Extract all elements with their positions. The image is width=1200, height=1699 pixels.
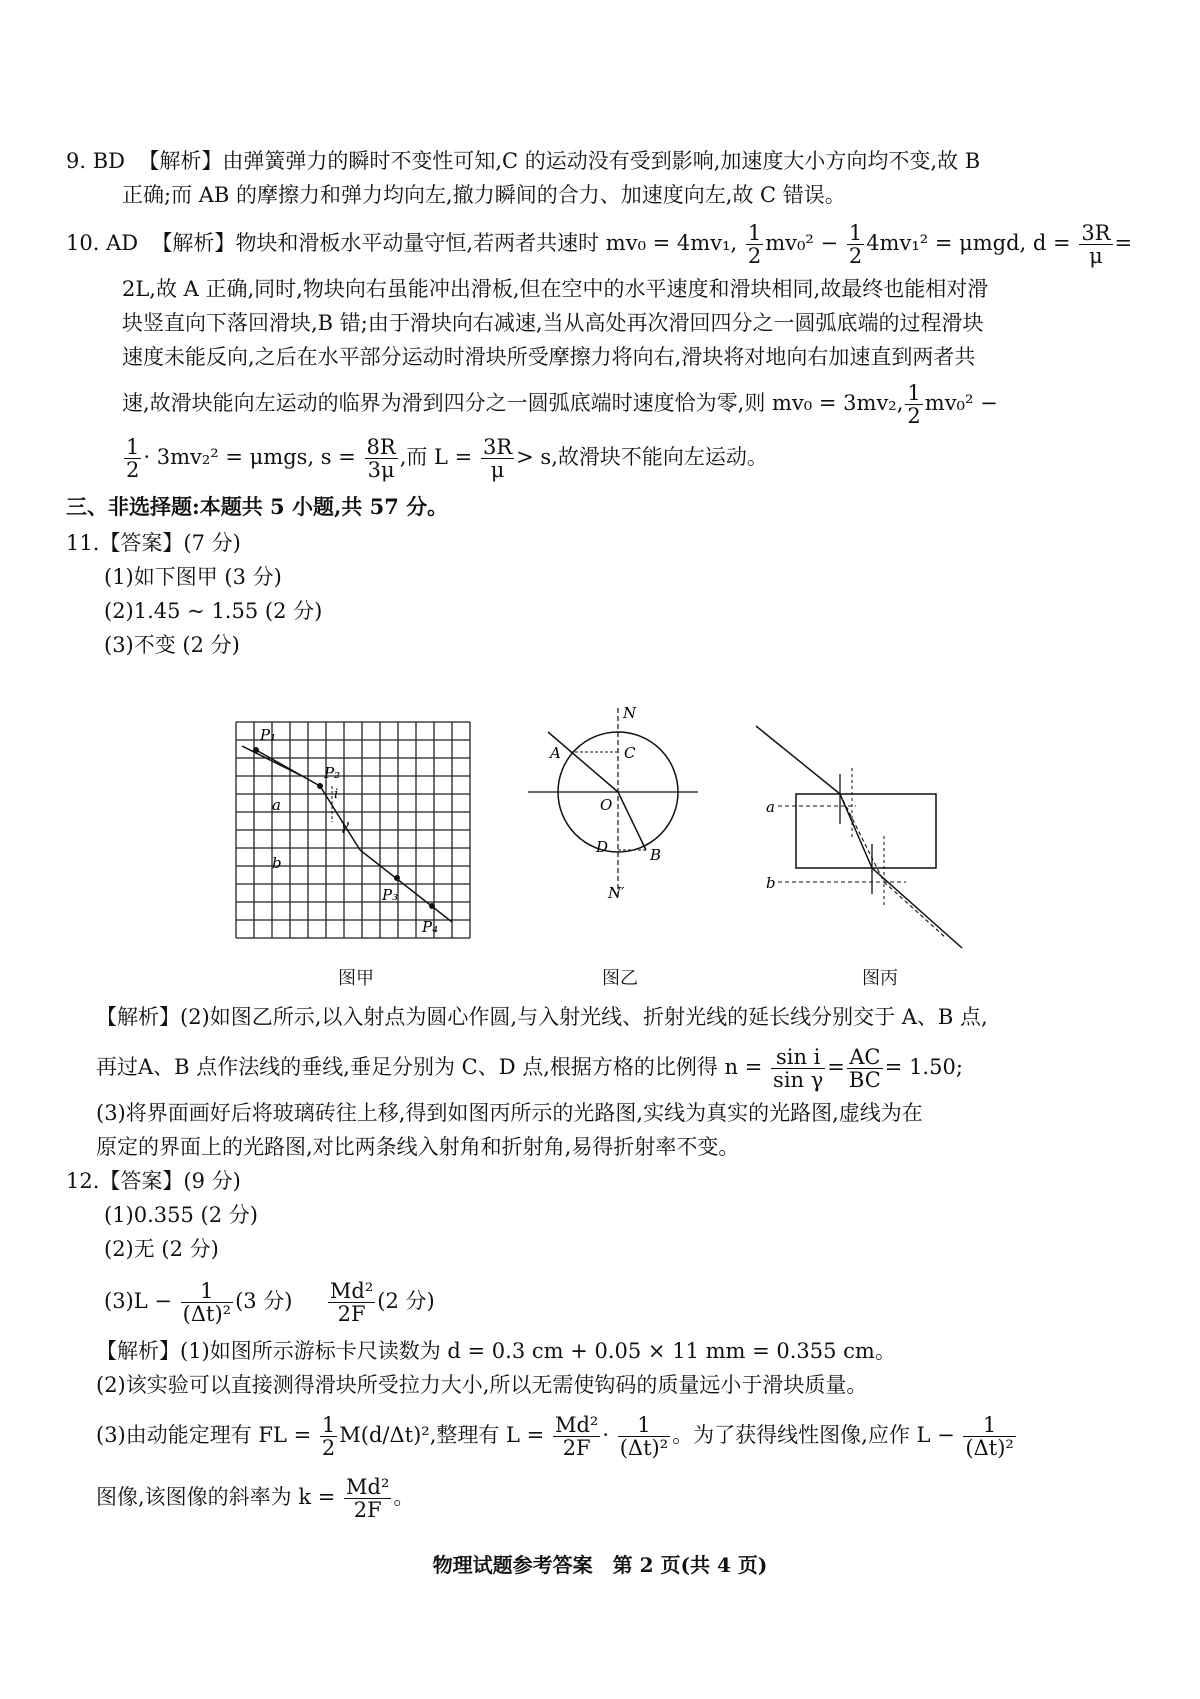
label-gamma: γ: [340, 816, 349, 834]
label-O: O: [600, 796, 613, 814]
3R-over-mu-fraction: $\frac{3R}{\mu}$: [1081, 221, 1111, 268]
figure-yi-circle: [528, 700, 708, 910]
half-fraction-5: $\frac{1}{2}$: [321, 1413, 336, 1460]
q12-solution-3: (3)由动能定理有 FL = $\frac{1}{2}$ M(d/Δt)²,整理有 L = $\frac{\text{Md²}}{2F}$ · $\frac{1}{\text{(Δt)²}}$ 。为了获得线性图像,应作 L − $\frac{1}{\text{(Δt)²}}$: [96, 1413, 1014, 1460]
q10-line-5: 速,故滑块能向左运动的临界为滑到四分之一圆弧底端时速度恰为零,则 mv₀ = 3mv₂, $\frac{1}{2}$ mv₀² −: [122, 381, 998, 428]
q9-line-1: [66, 144, 980, 178]
one-over-dt2-fraction-3: $\frac{1}{\text{(Δt)²}}$: [965, 1413, 1014, 1460]
half-fraction-3: $\frac{1}{2}$: [907, 381, 921, 428]
half-fraction-4: $\frac{1}{2}$: [126, 435, 140, 482]
Md2-over-2F-fraction-3: $\frac{\text{Md²}}{2F}$: [346, 1475, 390, 1522]
label-P2: P₂: [324, 764, 341, 782]
label-D: D: [596, 838, 609, 856]
q10-line-3: 块竖直向下落回滑块,B 错;由于滑块向右减速,当从高处再次滑回四分之一圆弧底端的过程滑块: [122, 311, 984, 335]
page-footer: 物理试题参考答案 第 2 页(共 4 页): [432, 1553, 768, 1577]
q12-solution-4: 图像,该图像的斜率为 k = $\frac{\text{Md²}}{2F}$ 。: [96, 1475, 415, 1522]
q12-answer-1: (1)0.355 (2 分): [104, 1203, 258, 1227]
caption-bing: 图丙: [862, 968, 898, 989]
q10-number: 10. AD: [66, 231, 139, 255]
label-C: C: [624, 744, 636, 762]
q11-solution-1: 【解析】(2)如图乙所示,以入射点为圆心作圆,与入射光线、折射光线的延长线分别交于 A、B 点,: [96, 1005, 988, 1029]
q12-solution-2: (2)该实验可以直接测得滑块所受拉力大小,所以无需使钩码的质量远小于滑块质量。: [96, 1373, 868, 1397]
q11-solution-4: 原定的界面上的光路图,对比两条线入射角和折射角,易得折射率不变。: [96, 1135, 740, 1159]
q10-line-1: [66, 222, 1132, 267]
8R-over-3mu-fraction: $\frac{8R}{3\mu}$: [366, 435, 396, 482]
q11-solution-3: (3)将界面画好后将玻璃砖往上移,得到如图丙所示的光路图,实线为真实的光路图,虚线为在: [96, 1101, 923, 1125]
q9-number: 9. BD: [66, 149, 125, 173]
q10-line-4: 速度未能反向,之后在水平部分运动时滑块所受摩擦力将向右,滑块将对地向右加速直到两者共: [122, 345, 976, 369]
one-over-dt2-fraction: $\frac{1}{\text{(Δt)²}}$: [182, 1279, 232, 1326]
Md2-over-2F-fraction: $\frac{\text{Md²}}{2F}$: [329, 1279, 374, 1326]
q11-answer-3: (3)不变 (2 分): [104, 633, 240, 657]
half-fraction-2: $\frac{1}{2}$: [848, 221, 863, 268]
label-b-1: b: [272, 854, 282, 872]
q10-line-6: $\frac{1}{2}$ · 3mv₂² = μmgs, s = $\frac{8R}{3\mu}$ ,而 L = $\frac{3R}{\mu}$ > s,故滑块不能向左运动。: [126, 435, 768, 482]
label-i: i: [334, 787, 339, 802]
q10-text-1d: =: [1114, 231, 1133, 255]
q10-line-2: 2L,故 A 正确,同时,物块向右虽能冲出滑板,但在空中的水平速度和滑块相同,故最终也能相对滑: [122, 277, 989, 301]
q9-tag: 【解析】: [138, 149, 223, 173]
q11-answer-2: (2)1.45 ~ 1.55 (2 分): [104, 599, 323, 623]
q10-text-1c: 4mv₁² = μmgd, d =: [866, 231, 1071, 255]
q12-answer-3: (3)L − $\frac{1}{\text{(Δt)²}}$ (3 分) $\frac{\text{Md²}}{2F}$ (2 分): [104, 1279, 435, 1326]
label-P3: P₃: [382, 886, 399, 904]
label-B: B: [650, 846, 662, 864]
label-a-3: a: [766, 798, 775, 816]
q10-text-1b: mv₀² −: [765, 231, 839, 255]
one-over-dt2-fraction-2: $\frac{1}{\text{(Δt)²}}$: [619, 1413, 669, 1460]
3R-over-mu-fraction-2: $\frac{3R}{\mu}$: [482, 435, 513, 482]
half-fraction-1: $\frac{1}{2}$: [747, 221, 762, 268]
q12-solution-1: 【解析】(1)如图所示游标卡尺读数为 d = 0.3 cm + 0.05 × 11 mm = 0.355 cm。: [96, 1339, 896, 1363]
q10-text-1a: 物块和滑板水平动量守恒,若两者共速时 mv₀ = 4mv₁,: [235, 231, 738, 255]
figure-bing-block: [756, 718, 976, 958]
label-P1: P₁: [260, 726, 277, 744]
figure-jia-grid: [232, 718, 482, 950]
q11-answer-1: (1)如下图甲 (3 分): [104, 565, 282, 589]
q12-answer-2: (2)无 (2 分): [104, 1237, 219, 1261]
label-b-3: b: [766, 874, 776, 892]
label-a-1: a: [272, 796, 281, 814]
q9-text-1: 由弹簧弹力的瞬时不变性可知,C 的运动没有受到影响,加速度大小方向均不变,故 B: [222, 149, 981, 173]
q9-text-2: 正确;而 AB 的摩擦力和弹力均向左,撤力瞬间的合力、加速度向左,故 C 错误。: [122, 183, 846, 207]
caption-yi: 图乙: [602, 968, 638, 989]
q10-tag: 【解析】: [151, 231, 236, 255]
q12-heading: 12.【答案】(9 分): [66, 1169, 241, 1193]
label-A: A: [550, 744, 561, 762]
label-P4: P₄: [422, 918, 439, 936]
q11-solution-2: 再过A、B 点作法线的垂线,垂足分别为 C、D 点,根据方格的比例得 n = $\frac{\text{sin i}}{\text{sin γ}}$ = $\frac{AC}{BC}$ = 1.50;: [96, 1045, 963, 1092]
sini-over-siny-fraction: $\frac{\text{sin i}}{\text{sin γ}}$: [773, 1045, 824, 1092]
label-N-prime: N′: [608, 884, 625, 902]
caption-jia: 图甲: [338, 968, 374, 989]
AC-over-BC-fraction: $\frac{AC}{BC}$: [848, 1045, 881, 1092]
label-N: N: [623, 704, 637, 722]
Md2-over-2F-fraction-2: $\frac{\text{Md²}}{2F}$: [554, 1413, 599, 1460]
section-3-heading: 三、非选择题:本题共 5 小题,共 57 分。: [66, 494, 449, 519]
q11-heading: 11.【答案】(7 分): [66, 531, 241, 555]
q9-line-2: [122, 178, 846, 212]
